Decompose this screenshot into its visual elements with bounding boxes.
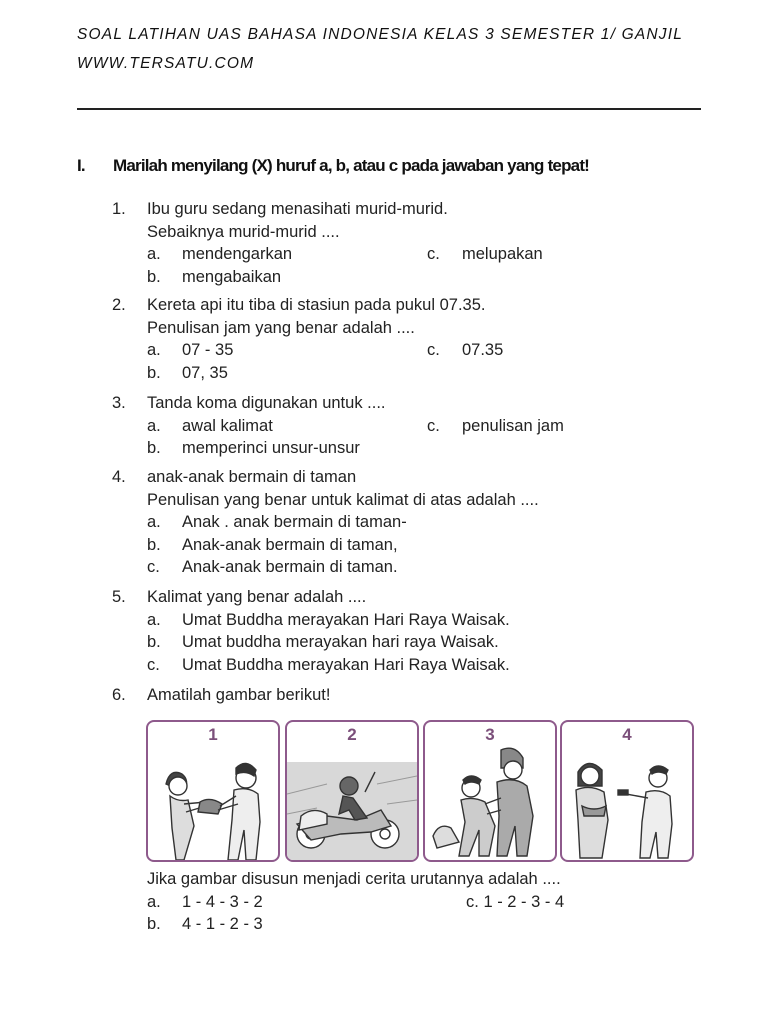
option-a[interactable] <box>147 891 447 914</box>
question-text: Penulisan jam yang benar adalah .... <box>147 318 415 337</box>
question-text: anak-anak bermain di taman <box>147 468 357 486</box>
option-c[interactable] <box>466 891 564 914</box>
option-text: penulisan jam <box>462 416 564 435</box>
question-2 <box>112 294 504 384</box>
picture-panel-2 <box>285 720 419 862</box>
option-label: c. <box>427 416 440 435</box>
header-title: SOAL LATIHAN UAS BAHASA INDONESIA KELAS 3 SEMESTER 1/ GANJIL <box>77 26 684 43</box>
option-text: 07, 35 <box>182 363 228 382</box>
question-number: 4. <box>112 468 126 486</box>
picture-panel-1 <box>146 720 280 862</box>
option-text: 1 - 4 - 3 - 2 <box>182 892 263 911</box>
question-text: Amatilah gambar berikut! <box>147 686 331 704</box>
option-label: b. <box>147 363 161 382</box>
section-number: I. <box>77 156 85 175</box>
option-label: b. <box>147 535 161 554</box>
option-text: Anak-anak bermain di taman, <box>182 535 398 554</box>
question-text: Kalimat yang benar adalah .... <box>147 588 367 606</box>
option-a[interactable] <box>147 511 539 534</box>
option-text: Umat buddha merayakan hari raya Waisak. <box>182 633 499 651</box>
snatching-illustration <box>148 744 278 860</box>
option-b[interactable] <box>147 266 448 289</box>
option-text: 07 - 35 <box>182 341 234 359</box>
question-6 <box>112 684 330 707</box>
panel-number: 3 <box>485 725 495 744</box>
section-instruction <box>77 156 589 176</box>
option-label: c. <box>466 892 479 911</box>
instruction-text: Marilah menyilang (X) huruf a, b, atau c pada jawaban yang tepat! <box>113 156 590 175</box>
option-text: Umat Buddha merayakan Hari Raya Waisak. <box>182 610 510 629</box>
question-4 <box>112 466 539 579</box>
motorcycle-illustration <box>287 744 417 860</box>
question-text: Sebaiknya murid-murid .... <box>147 222 340 241</box>
page-header <box>77 20 683 78</box>
question-6-followup <box>112 868 565 936</box>
option-c[interactable] <box>147 654 510 677</box>
question-number: 1. <box>112 200 126 218</box>
option-b[interactable] <box>147 534 539 557</box>
option-label: b. <box>147 915 161 933</box>
panel-number: 2 <box>347 725 357 744</box>
option-label: c. <box>427 341 440 359</box>
option-text: awal kalimat <box>182 416 273 435</box>
arrest-illustration <box>425 744 555 860</box>
option-a[interactable] <box>147 609 510 632</box>
option-text: mengabaikan <box>182 267 282 286</box>
option-b[interactable] <box>147 631 499 654</box>
question-text: Penulisan yang benar untuk kalimat di atas adalah .... <box>147 490 539 509</box>
option-text: 07.35 <box>462 341 504 359</box>
option-text: Anak . anak bermain di taman- <box>182 513 407 531</box>
option-text: memperinci unsur-unsur <box>182 439 360 457</box>
question-5 <box>112 586 510 676</box>
option-label: c. <box>427 245 440 263</box>
panel-number: 1 <box>208 725 218 744</box>
option-text: Anak-anak bermain di taman. <box>182 558 398 576</box>
option-text: melupakan <box>462 245 543 263</box>
option-label: a. <box>147 341 161 359</box>
option-label: b. <box>147 633 161 651</box>
question-text: Tanda koma digunakan untuk .... <box>147 394 386 412</box>
option-text: mendengarkan <box>182 245 293 263</box>
option-text: Umat Buddha merayakan Hari Raya Waisak. <box>182 655 510 674</box>
question-3 <box>112 392 564 460</box>
option-label: a. <box>147 892 161 911</box>
option-b[interactable] <box>147 437 386 460</box>
option-label: c. <box>147 655 160 674</box>
picture-panels <box>146 720 694 862</box>
question-1 <box>112 198 543 288</box>
question-text: Ibu guru sedang menasihati murid-murid. <box>147 200 448 218</box>
question-text: Jika gambar disusun menjadi cerita urutannya adalah .... <box>147 870 561 888</box>
option-label: a. <box>147 610 161 629</box>
option-text: 4 - 1 - 2 - 3 <box>182 915 263 933</box>
option-label: b. <box>147 439 161 457</box>
option-b[interactable] <box>147 913 561 936</box>
question-number: 5. <box>112 588 126 606</box>
option-b[interactable] <box>147 362 485 385</box>
question-number: 2. <box>112 296 126 314</box>
header-divider <box>77 108 701 110</box>
option-label: a. <box>147 513 161 531</box>
question-number: 6. <box>112 686 126 704</box>
option-label: a. <box>147 245 161 263</box>
option-label: c. <box>147 558 160 576</box>
picture-panel-4 <box>560 720 694 862</box>
option-label: a. <box>147 416 161 435</box>
question-number: 3. <box>112 394 126 412</box>
option-text: 1 - 2 - 3 - 4 <box>483 892 565 911</box>
option-c[interactable] <box>147 556 539 579</box>
option-label: b. <box>147 267 161 286</box>
panel-number: 4 <box>622 725 632 744</box>
header-website: WWW.TERSATU.COM <box>77 55 255 72</box>
question-text: Kereta api itu tiba di stasiun pada pukul 07.35. <box>147 296 486 314</box>
picture-panel-3 <box>423 720 557 862</box>
option-row <box>147 891 565 914</box>
threat-illustration <box>562 744 692 860</box>
